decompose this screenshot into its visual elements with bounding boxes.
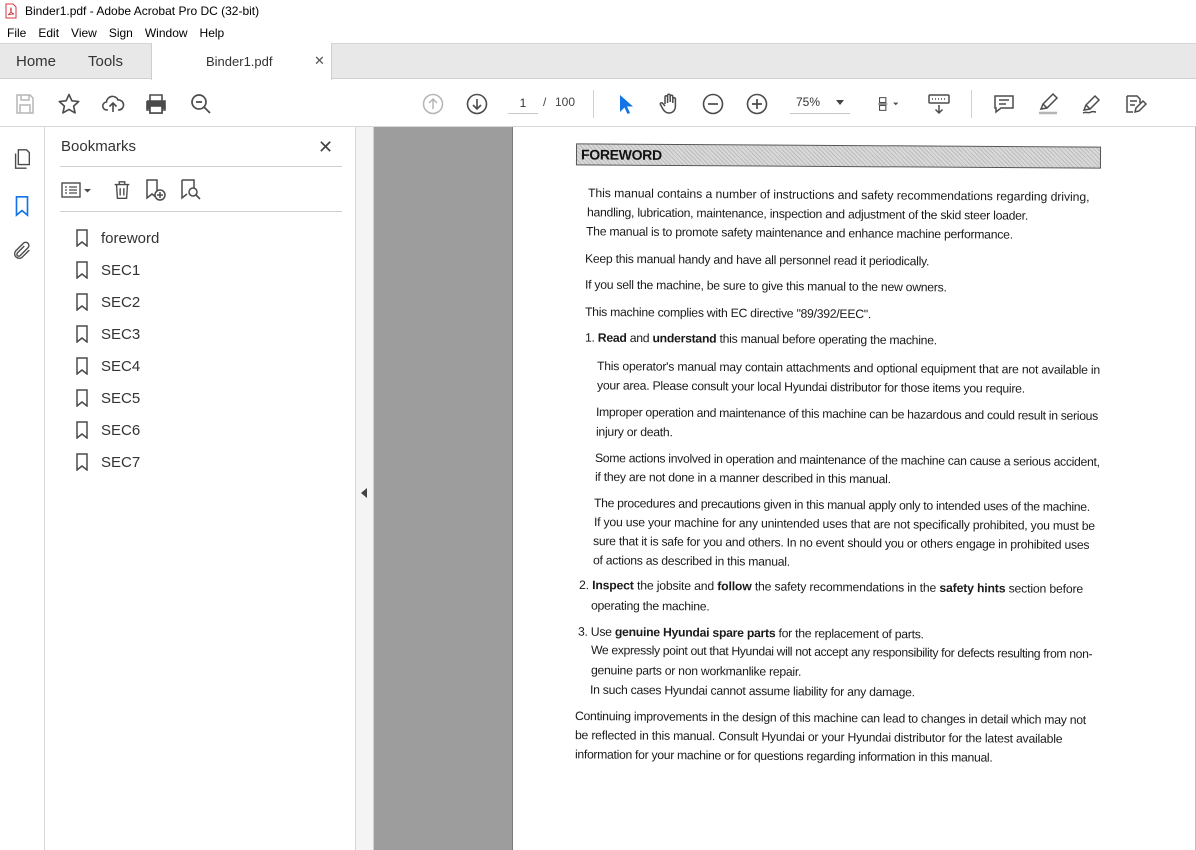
bookmark-item-sec7[interactable] xyxy=(75,446,335,478)
collapse-arrow-icon[interactable] xyxy=(361,488,367,498)
bookmark-label: SEC3 xyxy=(101,325,141,343)
page-number-input[interactable] xyxy=(508,92,538,114)
bookmark-item-sec6[interactable] xyxy=(75,414,335,446)
doc-line: If you use your machine for any unintended uses that are not specifically prohibited, you must be xyxy=(593,515,1095,533)
arrow-down-circle-icon xyxy=(465,92,489,116)
doc-line: Improper operation and maintenance of this machine can be hazardous and could result in serious xyxy=(595,405,1099,423)
doc-line: This manual contains a number of instructions and safety recommendations regarding driving, xyxy=(587,186,1090,204)
doc-line: The manual is to promote safety maintenance and enhance machine performance. xyxy=(585,224,1013,242)
item-number: 2. xyxy=(578,578,589,593)
item-text: and xyxy=(629,330,650,346)
find-bookmark-button[interactable] xyxy=(177,177,203,203)
menu-sign[interactable]: Sign xyxy=(108,25,133,40)
window-title: Binder1.pdf - Adobe Acrobat Pro DC (32-bit) xyxy=(25,4,260,18)
bookmark-label: SEC6 xyxy=(101,421,141,439)
save-button[interactable] xyxy=(12,91,38,117)
doc-line: In such cases Hyundai cannot assume liability for any damage. xyxy=(589,682,915,700)
doc-line: if they are not done in a manner described in this manual. xyxy=(594,469,891,487)
select-tool-button[interactable] xyxy=(612,91,638,117)
bookmark-item-sec3[interactable] xyxy=(75,318,335,350)
bookmark-star-button[interactable] xyxy=(56,91,82,117)
search-zoom-icon xyxy=(189,92,213,116)
item-number: 1. xyxy=(584,330,595,345)
save-icon xyxy=(13,92,37,116)
tab-home[interactable]: Home xyxy=(16,53,57,70)
plus-circle-icon xyxy=(745,92,769,116)
print-icon xyxy=(144,92,168,116)
edit-pdf-button[interactable] xyxy=(1122,91,1148,117)
fit-page-icon xyxy=(876,92,900,116)
doc-line: handling, lubrication, maintenance, inspection and adjustment of the skid steer loader. xyxy=(586,205,1029,223)
bold-text: understand xyxy=(652,331,717,346)
toolbar xyxy=(0,80,1196,127)
close-icon[interactable]: ✕ xyxy=(318,137,334,157)
doc-line: Some actions involved in operation and maintenance of the machine can cause a serious accident, xyxy=(594,451,1100,469)
bookmark-label: SEC2 xyxy=(101,293,141,311)
bookmark-icon xyxy=(75,357,89,375)
menu-window[interactable]: Window xyxy=(144,25,188,40)
previous-page-button[interactable] xyxy=(420,91,446,117)
arrow-up-circle-icon xyxy=(421,92,445,116)
zoom-in-button[interactable] xyxy=(744,91,770,117)
doc-line: If you sell the machine, be sure to give this manual to the new owners. xyxy=(584,277,947,295)
doc-line: We expressly point out that Hyundai will not accept any responsibility for defects resulting from non- xyxy=(590,643,1093,661)
menu-view[interactable]: View xyxy=(71,25,97,40)
bookmark-label: SEC7 xyxy=(101,453,141,471)
page-separator: / xyxy=(543,95,547,109)
zoom-select[interactable] xyxy=(790,92,850,114)
bookmark-icon xyxy=(75,389,89,407)
bookmark-label: SEC4 xyxy=(101,357,141,375)
add-bookmark-icon xyxy=(143,178,167,202)
item-text: for the replacement of parts. xyxy=(778,626,924,642)
document-viewport[interactable] xyxy=(374,127,1196,850)
trash-icon xyxy=(111,179,133,201)
bookmark-icon xyxy=(75,421,89,439)
delete-bookmark-button[interactable] xyxy=(109,177,135,203)
bookmarks-panel-button[interactable] xyxy=(10,194,34,218)
new-bookmark-button[interactable] xyxy=(142,177,168,203)
item-text: this manual before operating the machine. xyxy=(719,331,937,348)
doc-line: of actions as described in this manual. xyxy=(592,553,790,569)
bold-text: follow xyxy=(717,579,752,594)
fill-sign-button[interactable] xyxy=(1079,91,1105,117)
bookmark-list xyxy=(75,222,335,478)
attachments-button[interactable] xyxy=(10,239,34,263)
acrobat-pdf-icon xyxy=(3,3,19,19)
bookmarks-title: Bookmarks xyxy=(61,138,137,155)
cursor-arrow-icon xyxy=(613,92,637,116)
doc-line: injury or death. xyxy=(595,424,673,440)
print-button[interactable] xyxy=(143,91,169,117)
paperclip-icon xyxy=(11,240,33,262)
bookmark-item-sec1[interactable] xyxy=(75,254,335,286)
doc-line: Continuing improvements in the design of this machine can lead to changes in detail which may not xyxy=(574,708,1087,728)
tab-document[interactable] xyxy=(151,43,332,80)
bookmark-icon xyxy=(75,229,89,247)
pen-sign-icon xyxy=(1080,92,1104,116)
doc-line: This operator's manual may contain attachments and optional equipment that are not available in xyxy=(596,359,1101,377)
comment-button[interactable] xyxy=(991,91,1017,117)
bookmark-icon xyxy=(11,195,33,217)
bold-text: safety hints xyxy=(939,580,1006,596)
highlight-button[interactable] xyxy=(1035,91,1061,117)
doc-line: genuine parts or non workmanlike repair. xyxy=(590,663,802,679)
bold-text: Inspect xyxy=(592,578,634,593)
star-icon xyxy=(57,92,81,116)
bookmark-icon xyxy=(75,453,89,471)
item-text: the safety recommendations in the xyxy=(754,579,937,595)
edit-document-icon xyxy=(1123,92,1147,116)
hand-icon xyxy=(657,92,681,116)
bold-text: genuine Hyundai spare parts xyxy=(614,624,776,641)
minus-circle-icon xyxy=(701,92,725,116)
doc-line: Keep this manual handy and have all personnel read it periodically. xyxy=(584,251,930,269)
find-button[interactable] xyxy=(188,91,214,117)
panel-divider xyxy=(60,211,342,212)
bookmarks-panel xyxy=(45,127,356,850)
tab-tools[interactable]: Tools xyxy=(88,53,124,70)
item-number: 3. Use xyxy=(577,624,612,639)
tab-document-label: Binder1.pdf xyxy=(206,54,273,69)
page-thumbnails-button[interactable] xyxy=(10,147,34,171)
foreword-heading-box xyxy=(576,143,1101,168)
foreword-heading: FOREWORD xyxy=(580,146,662,163)
scroll-mode-button[interactable] xyxy=(926,91,952,117)
pen-highlight-icon xyxy=(1036,92,1060,116)
numbered-item-3 xyxy=(578,623,924,644)
toolbar-divider xyxy=(971,90,972,118)
doc-line: be reflected in this manual. Consult Hyundai or your Hyundai distributor for the latest available xyxy=(574,728,1063,746)
bookmark-label: SEC1 xyxy=(101,261,141,279)
item-text: the jobsite and xyxy=(636,578,715,594)
item-text: section before xyxy=(1008,581,1084,596)
tab-close-icon[interactable]: ✕ xyxy=(314,53,325,68)
zoom-out-button[interactable] xyxy=(700,91,726,117)
numbered-item-2 xyxy=(579,576,1083,598)
menu-file[interactable]: File xyxy=(7,25,27,40)
cloud-upload-icon xyxy=(101,92,125,116)
menu-edit[interactable]: Edit xyxy=(38,25,60,40)
bookmark-icon xyxy=(75,293,89,311)
bookmark-label: foreword xyxy=(101,229,160,247)
bookmark-icon xyxy=(75,261,89,279)
panel-splitter[interactable] xyxy=(356,127,374,850)
pdf-page xyxy=(512,127,1196,850)
doc-line: The procedures and precautions given in this manual apply only to intended uses of the machine. xyxy=(593,496,1090,514)
doc-line: information for your machine or for questions regarding information in this manual. xyxy=(574,747,993,765)
bold-text: Read xyxy=(597,330,627,345)
bookmark-item-foreword[interactable] xyxy=(75,222,335,254)
doc-line: This machine complies with EC directive "89/392/EEC". xyxy=(584,304,872,322)
doc-line: sure that it is safe for you and others. In no event should you or others engage in prohibited uses xyxy=(592,534,1090,552)
numbered-item-1 xyxy=(585,329,937,350)
panel-divider xyxy=(60,166,342,167)
zoom-value: 75% xyxy=(796,95,821,109)
bookmark-item-sec4[interactable] xyxy=(75,350,335,382)
pages-icon xyxy=(11,148,33,170)
comment-icon xyxy=(992,92,1016,116)
title-bar xyxy=(0,0,1196,22)
tab-bar xyxy=(0,43,1196,79)
page-display-button[interactable] xyxy=(870,91,906,117)
bookmark-options-button[interactable] xyxy=(60,177,94,203)
bookmark-item-sec5[interactable] xyxy=(75,382,335,414)
doc-line: operating the machine. xyxy=(590,598,710,614)
toolbar-divider xyxy=(593,90,594,118)
menu-bar xyxy=(0,22,1196,43)
options-list-icon xyxy=(60,178,94,202)
keyboard-down-icon xyxy=(927,92,951,116)
upload-button[interactable] xyxy=(100,91,126,117)
next-page-button[interactable] xyxy=(464,91,490,117)
menu-help[interactable]: Help xyxy=(199,25,225,40)
page-total: 100 xyxy=(555,95,576,109)
navigation-rail xyxy=(0,127,45,850)
doc-line: your area. Please consult your local Hyundai distributor for those items you require. xyxy=(596,378,1025,396)
hand-tool-button[interactable] xyxy=(656,91,682,117)
bookmark-label: SEC5 xyxy=(101,389,141,407)
bookmark-item-sec2[interactable] xyxy=(75,286,335,318)
chevron-down-icon xyxy=(836,100,844,105)
bookmark-icon xyxy=(75,325,89,343)
bookmark-search-icon xyxy=(178,178,202,202)
